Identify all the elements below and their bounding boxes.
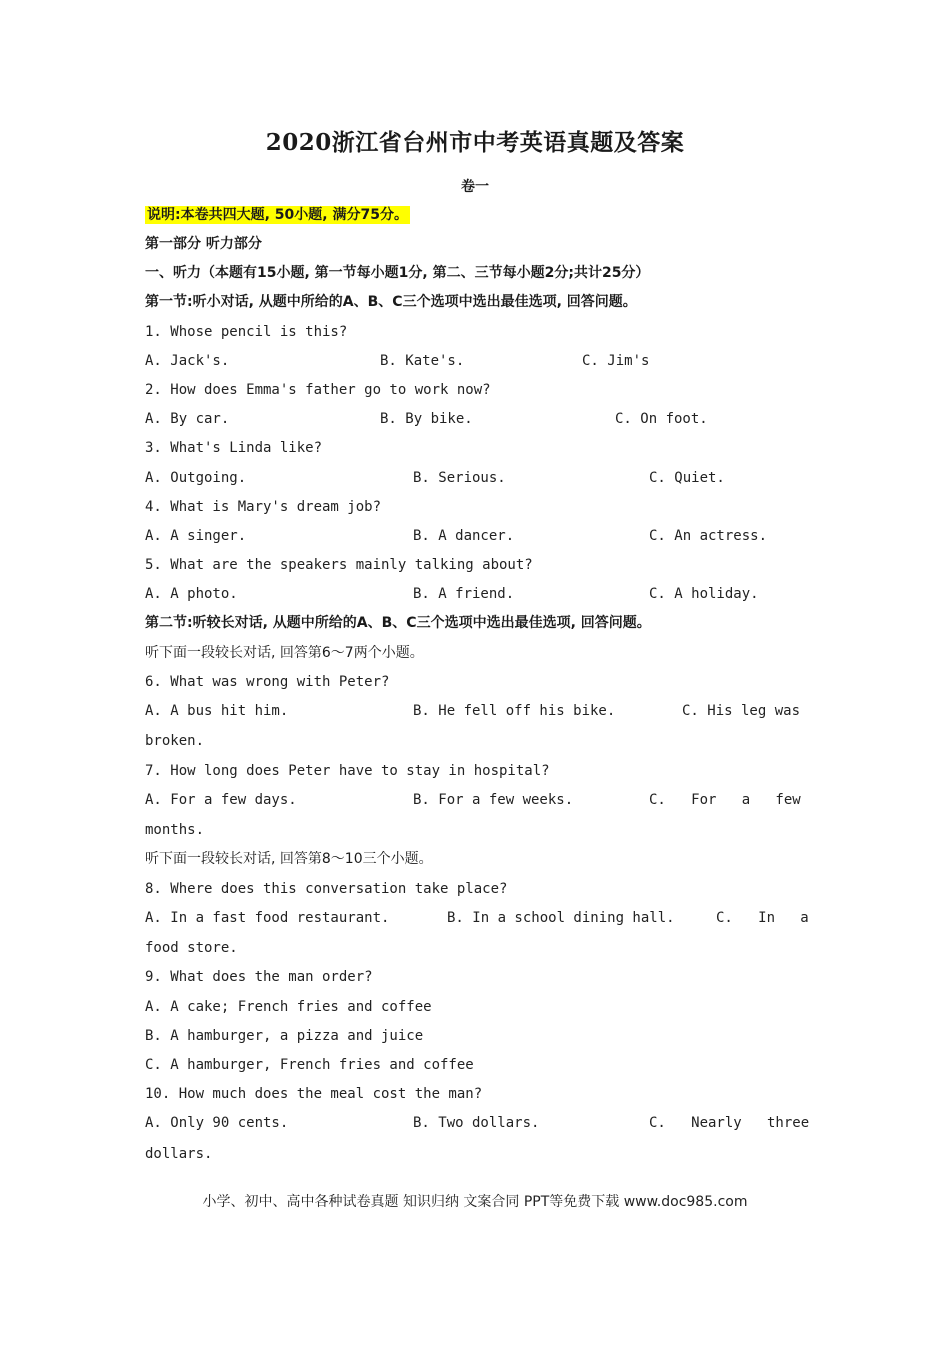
option-b: B. He fell off his bike.: [413, 703, 616, 719]
section-heading: 一、听力（本题有15小题, 第一节每小题1分, 第二、三节每小题2分;共计25分）: [145, 265, 650, 281]
part-heading: 第一部分 听力部分: [145, 236, 262, 252]
option-a: A. Outgoing.: [145, 470, 247, 486]
question-1-options: [145, 350, 807, 372]
question-7-options: [145, 789, 807, 811]
question-4-options: [145, 525, 807, 547]
question-3: 3. What's Linda like?: [145, 440, 323, 456]
option-b: B. Serious.: [413, 470, 506, 486]
question-2-options: [145, 408, 807, 430]
option-c: C. Jim's: [582, 353, 650, 369]
question-6-options: [145, 700, 807, 722]
question-8: 8. Where does this conversation take place?: [145, 881, 508, 897]
option-c: C. On foot.: [615, 411, 708, 427]
section2-instruction: 第二节:听较长对话, 从题中所给的A、B、C三个选项中选出最佳选项, 回答问题。: [145, 615, 651, 631]
option-b: B. Two dollars.: [413, 1115, 540, 1131]
option-a: A. Only 90 cents.: [145, 1115, 289, 1131]
question-4: 4. What is Mary's dream job?: [145, 499, 382, 515]
question-1: 1. Whose pencil is this?: [145, 324, 348, 340]
option-a: A. Jack's.: [145, 353, 230, 369]
option-a: A. By car.: [145, 411, 230, 427]
section2-sub-instruction-1: 听下面一段较长对话, 回答第6～7两个小题。: [145, 645, 424, 661]
option-b: B. In a school dining hall.: [447, 910, 675, 926]
question-8-options: [145, 907, 807, 929]
option-b: B. A dancer.: [413, 528, 515, 544]
option-c: C. An actress.: [649, 528, 768, 544]
option-c: C. His leg was: [682, 703, 801, 719]
question-8-option-c-cont: food store.: [145, 940, 238, 956]
exam-note: 说明:本卷共四大题, 50小题, 满分75分。: [147, 207, 408, 223]
question-3-options: [145, 467, 807, 489]
option-c: C. A holiday.: [649, 586, 759, 602]
question-5-options: [145, 583, 807, 605]
question-9: 9. What does the man order?: [145, 969, 373, 985]
section2-sub-instruction-2: 听下面一段较长对话, 回答第8～10三个小题。: [145, 851, 433, 867]
question-10-options: [145, 1112, 810, 1134]
option-c: C. Quiet.: [649, 470, 725, 486]
question-2: 2. How does Emma's father go to work now?: [145, 382, 491, 398]
question-9-option-c: C. A hamburger, French fries and coffee: [145, 1057, 474, 1073]
question-7: 7. How long does Peter have to stay in hospital?: [145, 763, 550, 779]
option-b: B. For a few weeks.: [413, 792, 574, 808]
option-c: C. For a few: [649, 792, 801, 808]
option-a: A. A bus hit him.: [145, 703, 289, 719]
option-c: C. Nearly three: [649, 1115, 810, 1131]
question-10: 10. How much does the meal cost the man?: [145, 1086, 483, 1102]
question-9-option-b: B. A hamburger, a pizza and juice: [145, 1028, 424, 1044]
option-b: B. Kate's.: [380, 353, 465, 369]
option-a: A. A singer.: [145, 528, 247, 544]
question-10-option-c-cont: dollars.: [145, 1146, 213, 1162]
question-9-option-a: A. A cake; French fries and coffee: [145, 999, 432, 1015]
page-title: 2020浙江省台州市中考英语真题及答案: [265, 129, 685, 156]
option-c: C. In a: [716, 910, 809, 926]
option-a: A. A photo.: [145, 586, 238, 602]
question-5: 5. What are the speakers mainly talking about?: [145, 557, 533, 573]
question-6: 6. What was wrong with Peter?: [145, 674, 390, 690]
section1-instruction: 第一节:听小对话, 从题中所给的A、B、C三个选项中选出最佳选项, 回答问题。: [145, 294, 637, 310]
question-6-option-c-cont: broken.: [145, 733, 205, 749]
volume-label: 卷一: [461, 179, 489, 195]
option-b: B. A friend.: [413, 586, 515, 602]
option-b: B. By bike.: [380, 411, 473, 427]
exam-note-line: [145, 204, 807, 226]
option-a: A. In a fast food restaurant.: [145, 910, 390, 926]
question-7-option-c-cont: months.: [145, 822, 205, 838]
page-footer: 小学、初中、高中各种试卷真题 知识归纳 文案合同 PPT等免费下载 www.doc985.com: [202, 1194, 748, 1210]
option-a: A. For a few days.: [145, 792, 297, 808]
